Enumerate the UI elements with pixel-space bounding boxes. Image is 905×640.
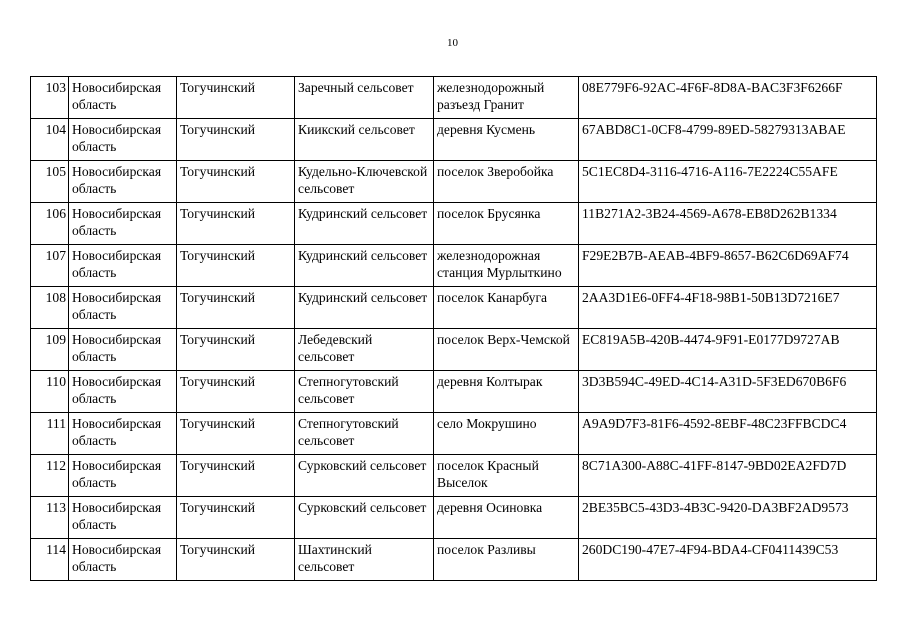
- settlement-cell: поселок Разливы: [434, 539, 579, 581]
- page-number: 10: [447, 37, 458, 49]
- guid-cell: 8C71A300-A88C-41FF-8147-9BD02EA2FD7D: [579, 455, 877, 497]
- settlements-table: [30, 76, 877, 581]
- settlement-cell: поселок Зверобойка: [434, 161, 579, 203]
- region-cell: Новосибирская область: [69, 371, 177, 413]
- row-number: 113: [31, 497, 69, 539]
- region-cell: Новосибирская область: [69, 497, 177, 539]
- region-cell: Новосибирская область: [69, 119, 177, 161]
- row-number: 105: [31, 161, 69, 203]
- council-cell: Кудринский сельсовет: [295, 287, 434, 329]
- guid-cell: EC819A5B-420B-4474-9F91-E0177D9727AB: [579, 329, 877, 371]
- region-cell: Новосибирская область: [69, 539, 177, 581]
- row-number: 104: [31, 119, 69, 161]
- guid-cell: 2BE35BC5-43D3-4B3C-9420-DA3BF2AD9573: [579, 497, 877, 539]
- council-cell: Киикский сельсовет: [295, 119, 434, 161]
- region-cell: Новосибирская область: [69, 287, 177, 329]
- region-cell: Новосибирская область: [69, 203, 177, 245]
- settlement-cell: поселок Красный Выселок: [434, 455, 579, 497]
- settlement-cell: железнодорожная станция Мурлыткино: [434, 245, 579, 287]
- settlement-cell: поселок Верх-Чемской: [434, 329, 579, 371]
- district-cell: Тогучинский: [177, 161, 295, 203]
- guid-cell: 67ABD8C1-0CF8-4799-89ED-58279313ABAE: [579, 119, 877, 161]
- region-cell: Новосибирская область: [69, 329, 177, 371]
- row-number: 109: [31, 329, 69, 371]
- council-cell: Степногутовский сельсовет: [295, 371, 434, 413]
- district-cell: Тогучинский: [177, 455, 295, 497]
- row-number: 114: [31, 539, 69, 581]
- settlement-cell: железнодорожный разъезд Гранит: [434, 77, 579, 119]
- region-cell: Новосибирская область: [69, 77, 177, 119]
- guid-cell: 2AA3D1E6-0FF4-4F18-98B1-50B13D7216E7: [579, 287, 877, 329]
- region-cell: Новосибирская область: [69, 245, 177, 287]
- guid-cell: 11B271A2-3B24-4569-A678-EB8D262B1334: [579, 203, 877, 245]
- table-row: [31, 329, 877, 371]
- table-row: [31, 455, 877, 497]
- guid-cell: 3D3B594C-49ED-4C14-A31D-5F3ED670B6F6: [579, 371, 877, 413]
- district-cell: Тогучинский: [177, 77, 295, 119]
- table-row: [31, 371, 877, 413]
- row-number: 107: [31, 245, 69, 287]
- settlement-cell: поселок Брусянка: [434, 203, 579, 245]
- region-cell: Новосибирская область: [69, 455, 177, 497]
- council-cell: Степногутовский сельсовет: [295, 413, 434, 455]
- row-number: 106: [31, 203, 69, 245]
- district-cell: Тогучинский: [177, 203, 295, 245]
- table-row: [31, 413, 877, 455]
- table-row: [31, 203, 877, 245]
- row-number: 112: [31, 455, 69, 497]
- district-cell: Тогучинский: [177, 245, 295, 287]
- settlement-cell: деревня Кусмень: [434, 119, 579, 161]
- table-row: [31, 119, 877, 161]
- table-row: [31, 77, 877, 119]
- district-cell: Тогучинский: [177, 287, 295, 329]
- region-cell: Новосибирская область: [69, 413, 177, 455]
- row-number: 108: [31, 287, 69, 329]
- district-cell: Тогучинский: [177, 497, 295, 539]
- council-cell: Лебедевский сельсовет: [295, 329, 434, 371]
- district-cell: Тогучинский: [177, 539, 295, 581]
- council-cell: Сурковский сельсовет: [295, 455, 434, 497]
- table-row: [31, 161, 877, 203]
- row-number: 103: [31, 77, 69, 119]
- district-cell: Тогучинский: [177, 413, 295, 455]
- table-row: [31, 245, 877, 287]
- table-row: [31, 287, 877, 329]
- district-cell: Тогучинский: [177, 329, 295, 371]
- settlement-cell: деревня Осиновка: [434, 497, 579, 539]
- council-cell: Заречный сельсовет: [295, 77, 434, 119]
- guid-cell: 08E779F6-92AC-4F6F-8D8A-BAC3F3F6266F: [579, 77, 877, 119]
- guid-cell: 5C1EC8D4-3116-4716-A116-7E2224C55AFE: [579, 161, 877, 203]
- council-cell: Сурковский сельсовет: [295, 497, 434, 539]
- table-row: [31, 539, 877, 581]
- settlement-cell: село Мокрушино: [434, 413, 579, 455]
- district-cell: Тогучинский: [177, 371, 295, 413]
- council-cell: Шахтинский сельсовет: [295, 539, 434, 581]
- guid-cell: F29E2B7B-AEAB-4BF9-8657-B62C6D69AF74: [579, 245, 877, 287]
- council-cell: Кудринский сельсовет: [295, 203, 434, 245]
- settlement-cell: деревня Колтырак: [434, 371, 579, 413]
- settlement-cell: поселок Канарбуга: [434, 287, 579, 329]
- table-row: [31, 497, 877, 539]
- guid-cell: A9A9D7F3-81F6-4592-8EBF-48C23FFBCDC4: [579, 413, 877, 455]
- guid-cell: 260DC190-47E7-4F94-BDA4-CF0411439C53: [579, 539, 877, 581]
- council-cell: Кудельно-Ключевской сельсовет: [295, 161, 434, 203]
- row-number: 111: [31, 413, 69, 455]
- district-cell: Тогучинский: [177, 119, 295, 161]
- row-number: 110: [31, 371, 69, 413]
- council-cell: Кудринский сельсовет: [295, 245, 434, 287]
- region-cell: Новосибирская область: [69, 161, 177, 203]
